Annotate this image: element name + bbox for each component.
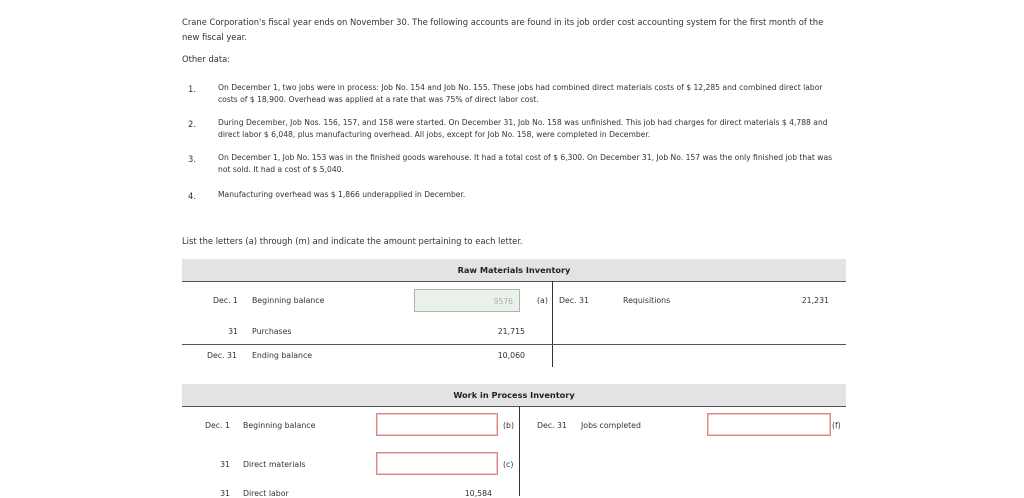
item-text: On December 1, two jobs were in process: Job No. 154 and Job No. 155. These jobs had combined direct materials costs of $ 12,285 and combined direct labor costs of $ 18,900. Overhead was applied at a rate that was 75% of direct labor cost. [218,83,823,104]
row-date: 31 [220,460,230,469]
answer-input-b[interactable] [376,413,498,436]
item-number: 4. [188,191,196,201]
other-data-label: Other data: [182,54,231,64]
row-date: 31 [228,327,238,336]
row-amount: 21,715 [497,327,525,336]
t-account-top-rule [182,281,846,282]
t-account-divider [519,406,520,496]
row-description: Beginning balance [252,296,325,305]
row-description: Purchases [252,327,292,336]
answer-input-a[interactable] [414,289,520,312]
answer-letter: (b) [503,421,515,430]
row-date: 31 [220,489,230,498]
item-number: 1. [188,84,196,94]
input-value: 9576 [493,297,513,306]
t-account-divider [552,281,553,367]
credit-description: Requisitions [623,296,671,305]
t-account-title: Work in Process Inventory [182,384,846,406]
row-date: Dec. 1 [205,421,231,430]
credit-description: Jobs completed [581,421,641,430]
t-account-title: Raw Materials Inventory [182,259,846,281]
item-number: 3. [188,154,196,164]
answer-letter: (a) [537,296,548,305]
item-text: Manufacturing overhead was $ 1,866 underapplied in December. [218,190,466,199]
row-description: Direct labor [243,489,289,498]
item-number: 2. [188,119,196,129]
row-description: Ending balance [252,351,313,360]
row-date: Dec. 31 [207,351,237,360]
answer-input-c[interactable] [376,452,498,475]
problem-intro: Crane Corporation's fiscal year ends on November 30. The following accounts are found in its job order cost accounting system for the first month of the new fiscal year. [182,17,824,42]
item-text: On December 1, Job No. 153 was in the finished goods warehouse. It had a total cost of $ 6,300. On December 31, Job No. 157 was the only finished job that was not sold. It had a cost of $ 5,040. [218,153,833,174]
row-amount: 10,584 [464,489,492,498]
t-account-top-rule [182,406,846,407]
item-text: During December, Job Nos. 156, 157, and 158 were started. On December 31, Job No. 158 was unfinished. This job had charges for direct materials $ 4,788 and direct labor $ 6,048, plus manufacturing overhead. All jobs, except for Job No. 158, were completed in December. [218,118,828,139]
answer-letter: (c) [503,460,514,469]
t-account-balance-rule [182,344,846,345]
row-description: Direct materials [243,460,306,469]
row-amount: 10,060 [497,351,525,360]
row-description: Beginning balance [243,421,316,430]
instruction-text: List the letters (a) through (m) and indicate the amount pertaining to each letter. [182,236,523,246]
credit-amount: 21,231 [801,296,829,305]
answer-input-f[interactable] [707,413,831,436]
row-date: Dec. 1 [213,296,239,305]
credit-date: Dec. 31 [559,296,589,305]
credit-date: Dec. 31 [537,421,567,430]
answer-letter: (f) [832,421,841,430]
